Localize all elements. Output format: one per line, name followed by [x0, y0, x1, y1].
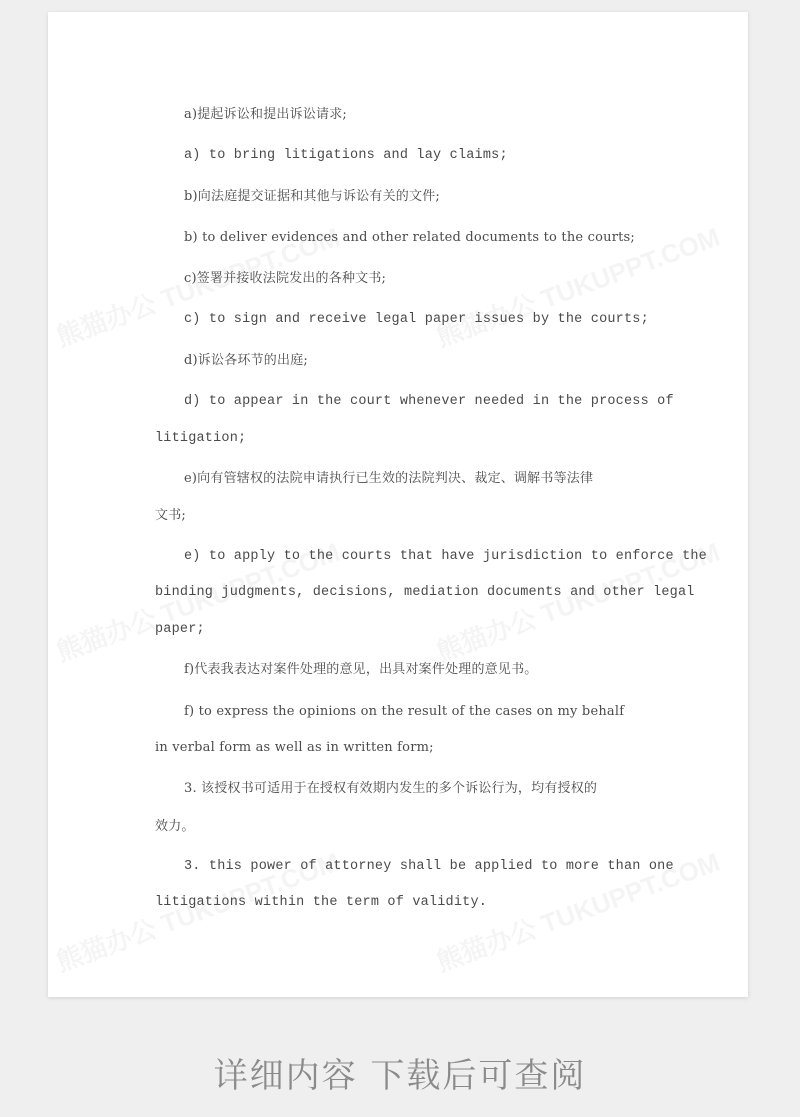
- clause-d-en: d) to appear in the court whenever needed in the process of: [184, 394, 674, 409]
- clause-a-zh: a)提起诉讼和提出诉讼请求;: [184, 107, 348, 122]
- clause-e-zh: e)向有管辖权的法院申请执行已生效的法院判决、裁定、调解书等法律: [184, 471, 594, 486]
- clause-e-en-cont: binding judgments, decisions, mediation documents and other legal: [155, 585, 695, 600]
- clause-c-en: c) to sign and receive legal paper issues by the courts;: [184, 312, 649, 327]
- clause-d-zh: d)诉讼各环节的出庭;: [184, 353, 308, 368]
- clause-3-zh: 3. 该授权书可适用于在授权有效期内发生的多个诉讼行为，均有授权的: [184, 781, 598, 796]
- clause-e-zh-cont: 文书;: [155, 508, 186, 523]
- document-page: [48, 12, 748, 997]
- clause-e-en-cont2: paper;: [155, 622, 205, 637]
- footer-caption: 详细内容 下载后可查阅: [213, 1056, 587, 1096]
- clause-f-en: f) to express the opinions on the result of the cases on my behalf: [184, 704, 625, 719]
- clause-c-zh: c)签署并接收法院发出的各种文书;: [184, 271, 387, 286]
- clause-f-zh: f)代表我表达对案件处理的意见，出具对案件处理的意见书。: [184, 662, 538, 677]
- clause-e-en: e) to apply to the courts that have jurisdiction to enforce the: [184, 549, 707, 564]
- clause-b-zh: b)向法庭提交证据和其他与诉讼有关的文件;: [184, 189, 440, 204]
- clause-b-en: b) to deliver evidences and other related documents to the courts;: [184, 230, 636, 245]
- clause-a-en: a) to bring litigations and lay claims;: [184, 148, 508, 163]
- clause-3-zh-cont: 效力。: [155, 819, 195, 834]
- clause-3-en: 3. this power of attorney shall be applied to more than one: [184, 859, 674, 874]
- clause-d-en-cont: litigation;: [155, 431, 247, 446]
- clause-3-en-cont: litigations within the term of validity.: [155, 895, 488, 910]
- clause-f-en-cont: in verbal form as well as in written form;: [155, 740, 434, 755]
